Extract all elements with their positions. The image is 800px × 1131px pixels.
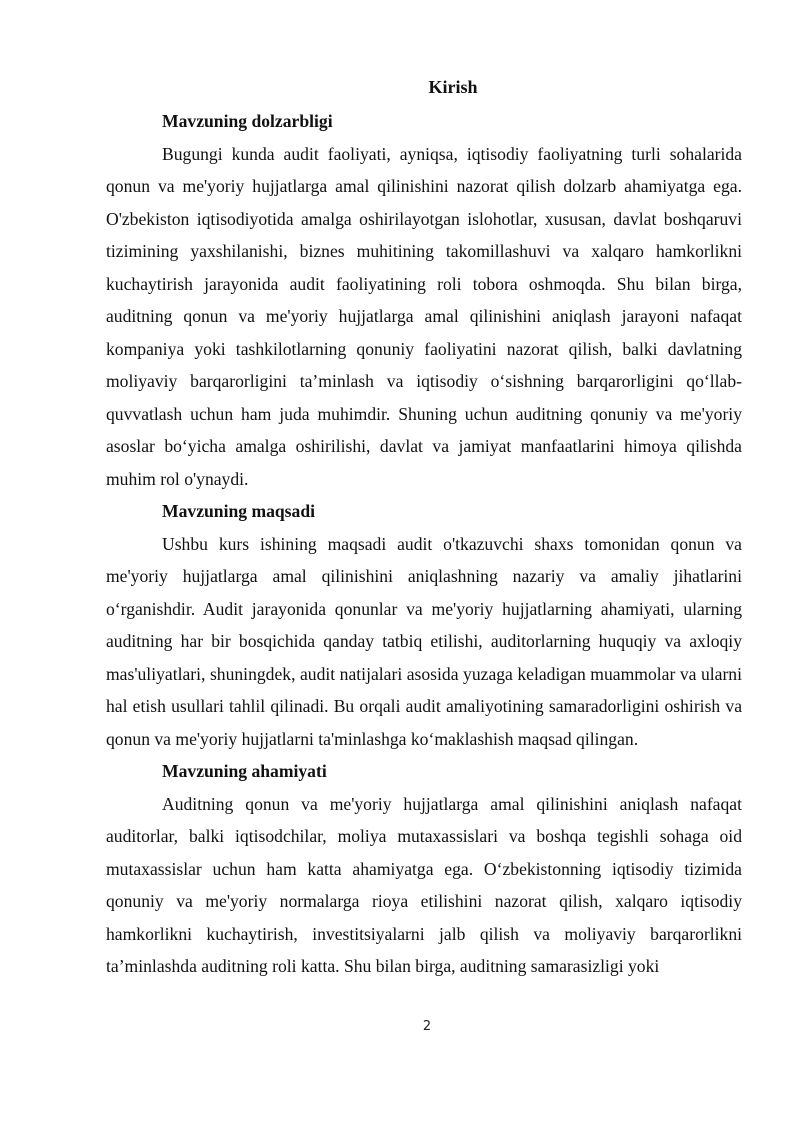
document-body bbox=[106, 105, 742, 983]
section-heading-goal: Mavzuning maqsadi bbox=[162, 501, 316, 521]
section-heading-importance: Mavzuning ahamiyati bbox=[162, 761, 327, 781]
page-number: 2 bbox=[422, 1019, 432, 1034]
section-heading-relevance: Mavzuning dolzarbligi bbox=[162, 111, 333, 131]
section-paragraph-relevance: Bugungi kunda audit faoliyati, ayniqsa, iqtisodiy faoliyatning turli sohalarida qonun va me'yoriy hujjatlarga amal qilinishini nazorat qilish dolzarb ahamiyatga ega. O'zbekiston iqtisodiyotida amalga oshirilayotgan islohotlar, xususan, davlat boshqaruvi tizimining yaxshilanishi, biznes muhitining takomillashuvi va xalqaro hamkorlikni kuchaytirish jarayonida audit faoliyatining roli tobora oshmoqda. Shu bilan birga, auditning qonun va me'yoriy hujjatlarga amal qilinishini aniqlash jarayoni nafaqat kompaniya yoki tashkilotlarning qonuniy faoliyatini nazorat qilish, balki davlatning moliyaviy barqarorligini ta’minlash va iqtisodiy o‘sishning barqarorligini qo‘llab-quvvatlash uchun ham juda muhimdir. Shuning uchun auditning qonuniy va me'yoriy asoslar bo‘yicha amalga oshirilishi, davlat va jamiyat manfaatlarini himoya qilishda muhim rol o'ynaydi. bbox=[106, 143, 742, 489]
section-paragraph-goal: Ushbu kurs ishining maqsadi audit o'tkazuvchi shaxs tomonidan qonun va me'yoriy hujjatlarga amal qilinishini aniqlashning nazariy va amaliy jihatlarini o‘rganishdir. Audit jarayonida qonunlar va me'yoriy hujjatlarning ahamiyati, ularning auditning har bir bosqichida qanday tatbiq etilishi, auditorlarning huquqiy va axloqiy mas'uliyatlari, shuningdek, audit natijalari asosida yuzaga keladigan muammolar va ularni hal etish usullari tahlil qilinadi. Bu orqali audit amaliyotining samaradorligini oshirish va qonun va me'yoriy hujjatlarni ta'minlashga ko‘maklashish maqsad qilingan. bbox=[106, 533, 742, 749]
page-title: Kirish bbox=[428, 77, 478, 97]
section-paragraph-importance: Auditning qonun va me'yoriy hujjatlarga amal qilinishini aniqlash nafaqat auditorlar, balki iqtisodchilar, moliya mutaxassislari va boshqa tegishli sohaga oid mutaxassislar uchun ham katta ahamiyatga ega. O‘zbekistonning iqtisodiy tizimida qonuniy va me'yoriy normalarga rioya etilishini nazorat qilish, xalqaro iqtisodiy hamkorlikni kuchaytirish, investitsiyalarni jalb qilish va moliyaviy barqarorlikni ta’minlashda auditning roli katta. Shu bilan birga, auditning samarasizligi yoki bbox=[106, 793, 742, 976]
